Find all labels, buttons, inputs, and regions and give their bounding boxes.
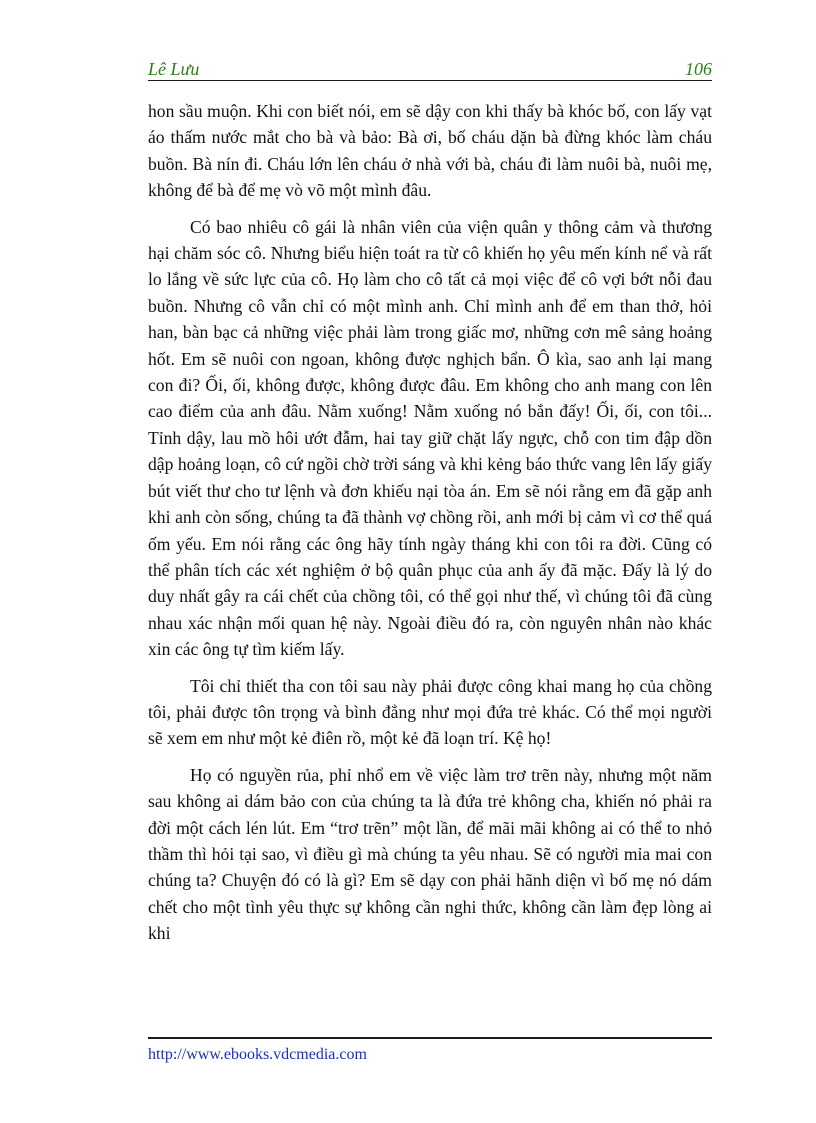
body-text [148,98,712,957]
page-header [148,58,712,81]
footer-divider [148,1037,712,1039]
author-name: Lê Lưu [148,59,200,79]
paragraph-2: Có bao nhiêu cô gái là nhân viên của viện quân y thông cảm và thương hại chăm sóc cô. Nhưng biểu hiện toát ra từ cô khiến họ yêu mến kính nể và rất lo lắng về sức lực của cô. Họ làm cho cô tất cả mọi việc để cô vợi bớt nỗi đau buồn. Nhưng cô vẫn chỉ có một mình anh. Chỉ mình anh để em than thở, hỏi han, bàn bạc cả những việc phải làm trong giấc mơ, những cơn mê sảng hoảng hốt. Em sẽ nuôi con ngoan, không được nghịch bẩn. Ô kìa, sao anh lại mang con đi? Ối, ối, không được, không được đâu. Em không cho anh mang con lên cao điểm của anh đâu. Nằm xuống! Nằm xuống nó bắn đấy! Ối, ối, con tôi... Tỉnh dậy, lau mồ hôi ướt đẫm, hai tay giữ chặt lấy ngực, chỗ con tim đập dồn dập hoảng loạn, cô cứ ngồi chờ trời sáng và khi kẻng báo thức vang lên lấy giấy bút viết thư cho tư lệnh và đơn khiếu nại tòa án. Em sẽ nói rằng em đã gặp anh khi anh còn sống, chúng ta đã thành vợ chồng rồi, anh mới bị cảm vì cơ thể quá ốm yếu. Em nói rằng các ông hãy tính ngày tháng khi con tôi ra đời. Cũng có thể phân tích các xét nghiệm ở bộ quân phục của anh ấy đã mặc. Đấy là lý do duy nhất gây ra cái chết của chồng tôi, có thể gọi như thế, vì chúng tôi đã cùng nhau xác nhận mối quan hệ này. Ngoài điều đó ra, còn nguyên nhân nào khác xin các ông tự tìm kiếm lấy. [148,216,712,660]
paragraph-4: Họ có nguyền rủa, phỉ nhổ em về việc làm trơ trẽn này, nhưng một năm sau không ai dám bảo con của chúng ta là đứa trẻ không cha, khiến nó phải ra đời một cách lén lút. Em “trơ trẽn” một lần, để mãi mãi không ai có thể to nhỏ thầm thì hỏi tại sao, vì điều gì mà chúng ta yêu nhau. Sẽ có người mỉa mai con chúng ta? Chuyện đó có là gì? Em sẽ dạy con phải hãnh diện vì bố mẹ nó dám chết cho một tình yêu thực sự không cần nghi thức, không cần làm đẹp lòng ai khi [148,764,712,944]
paragraph-1: hon sầu muộn. Khi con biết nói, em sẽ dậy con khi thấy bà khóc bố, con lấy vạt áo thấm nước mắt cho bà và bảo: Bà ơi, bố cháu dặn bà đừng khóc làm cháu buồn. Bà nín đi. Cháu lớn lên cháu ở nhà với bà, cháu đi làm nuôi bà, nuôi mẹ, không để bà để mẹ vò võ một mình đâu. [148,101,712,201]
footer-url-link[interactable]: http://www.ebooks.vdcmedia.com [148,1046,367,1063]
paragraph-3: Tôi chỉ thiết tha con tôi sau này phải được công khai mang họ của chồng tôi, phải được tôn trọng và bình đẳng như mọi đứa trẻ khác. Có thể mọi người sẽ xem em như một kẻ điên rồ, một kẻ đã loạn trí. Kệ họ! [148,675,712,749]
page-number: 106 [685,59,712,79]
